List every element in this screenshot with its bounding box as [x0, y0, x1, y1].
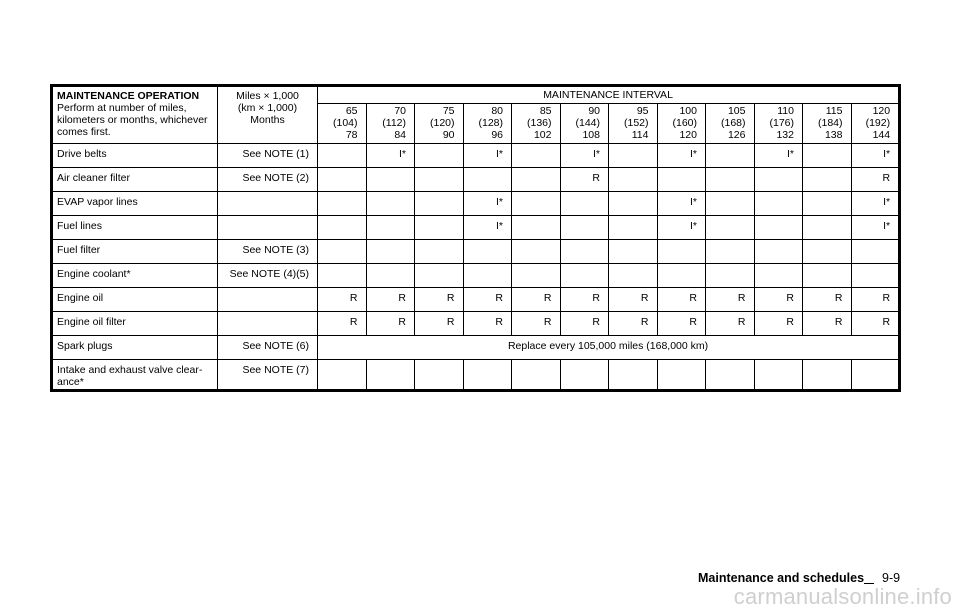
interval-months: 108 — [582, 129, 600, 141]
interval-column-header — [318, 104, 367, 144]
operation-title: MAINTENANCE OPERATION — [57, 90, 200, 102]
schedule-cell — [463, 264, 512, 288]
schedule-cell: R — [560, 288, 609, 312]
interval-km: (168) — [720, 117, 746, 129]
interval-miles: 105 — [727, 105, 746, 117]
watermark: carmanualsonline.info — [733, 584, 952, 609]
maintenance-schedule-table — [50, 84, 901, 392]
schedule-cell: I* — [657, 144, 706, 168]
schedule-body — [52, 86, 900, 391]
schedule-cell — [706, 240, 755, 264]
schedule-cell — [754, 192, 803, 216]
schedule-cell: R — [415, 312, 464, 336]
interval-miles: 90 — [588, 105, 600, 117]
schedule-cell — [706, 144, 755, 168]
table-row — [52, 336, 900, 360]
interval-column-header — [415, 104, 464, 144]
interval-miles: 110 — [777, 105, 794, 117]
schedule-cell: I* — [851, 216, 900, 240]
schedule-cell — [560, 264, 609, 288]
table-row — [52, 288, 900, 312]
schedule-cell: R — [463, 312, 512, 336]
schedule-cell: I* — [463, 144, 512, 168]
interval-miles: 95 — [636, 105, 649, 117]
merged-interval-cell: Replace every 105,000 miles (168,000 km) — [318, 336, 900, 360]
units-km: (km × 1,000) — [237, 102, 298, 114]
schedule-cell — [803, 144, 852, 168]
item-name: Intake and exhaust valve clear-ance* — [52, 360, 218, 391]
schedule-cell — [803, 264, 852, 288]
schedule-cell — [851, 264, 900, 288]
item-note: See NOTE (1) — [218, 144, 318, 168]
schedule-cell — [318, 216, 367, 240]
schedule-cell — [609, 240, 658, 264]
interval-months: 132 — [776, 129, 794, 141]
schedule-cell — [657, 360, 706, 391]
schedule-cell — [463, 240, 512, 264]
interval-km: (160) — [672, 117, 697, 129]
table-row — [52, 192, 900, 216]
table-row — [52, 240, 900, 264]
schedule-cell: R — [754, 288, 803, 312]
item-note: See NOTE (3) — [218, 240, 318, 264]
schedule-cell: I* — [657, 192, 706, 216]
table-row — [52, 216, 900, 240]
interval-miles: 115 — [825, 105, 843, 117]
schedule-cell — [463, 168, 512, 192]
schedule-cell: I* — [851, 192, 900, 216]
interval-km: (104) — [332, 117, 358, 129]
interval-months: 78 — [345, 129, 358, 141]
schedule-cell: R — [463, 288, 512, 312]
schedule-cell: R — [366, 288, 415, 312]
item-name: Drive belts — [52, 144, 218, 168]
schedule-cell — [318, 264, 367, 288]
table-row — [52, 264, 900, 288]
schedule-cell — [851, 360, 900, 391]
schedule-cell — [560, 192, 609, 216]
schedule-cell: R — [560, 312, 609, 336]
schedule-cell: I* — [366, 144, 415, 168]
schedule-cell: I* — [851, 144, 900, 168]
schedule-cell — [657, 264, 706, 288]
interval-months: 90 — [442, 129, 455, 141]
interval-miles: 100 — [679, 105, 697, 117]
operation-description: Perform at number of miles, kilometers or months, whichever comes first. — [57, 102, 208, 138]
schedule-cell: R — [560, 168, 609, 192]
schedule-cell — [318, 240, 367, 264]
schedule-cell — [803, 360, 852, 391]
schedule-cell — [318, 360, 367, 391]
schedule-cell — [512, 192, 561, 216]
schedule-cell — [609, 192, 658, 216]
interval-column-header — [463, 104, 512, 144]
schedule-cell: R — [851, 168, 900, 192]
schedule-cell: R — [803, 312, 852, 336]
schedule-cell — [560, 240, 609, 264]
schedule-cell: R — [851, 312, 900, 336]
interval-km: (136) — [526, 117, 552, 129]
schedule-cell — [512, 216, 561, 240]
schedule-cell — [803, 216, 852, 240]
item-name: Fuel lines — [52, 216, 218, 240]
schedule-cell: R — [318, 312, 367, 336]
interval-miles: 70 — [394, 105, 406, 117]
schedule-cell — [803, 192, 852, 216]
schedule-cell — [512, 144, 561, 168]
schedule-cell — [609, 360, 658, 391]
schedule-cell — [754, 216, 803, 240]
table-row — [52, 360, 900, 391]
interval-column-header — [512, 104, 561, 144]
item-name: Engine oil — [52, 288, 218, 312]
interval-months: 138 — [824, 129, 843, 141]
schedule-cell — [415, 192, 464, 216]
interval-miles: 120 — [872, 105, 891, 117]
interval-header: MAINTENANCE INTERVAL — [318, 86, 900, 104]
schedule-cell: I* — [657, 216, 706, 240]
schedule-cell: R — [415, 288, 464, 312]
schedule-cell: R — [657, 288, 706, 312]
item-note — [218, 216, 318, 240]
interval-miles: 65 — [345, 105, 358, 117]
schedule-cell — [415, 240, 464, 264]
schedule-cell: I* — [560, 144, 609, 168]
schedule-cell — [754, 240, 803, 264]
schedule-cell — [609, 168, 658, 192]
header-row — [52, 86, 900, 104]
interval-miles: 85 — [539, 105, 552, 117]
interval-months: 126 — [727, 129, 746, 141]
schedule-cell — [706, 168, 755, 192]
item-note: See NOTE (2) — [218, 168, 318, 192]
schedule-cell — [560, 216, 609, 240]
item-name: Engine oil filter — [52, 312, 218, 336]
schedule-cell: R — [609, 312, 658, 336]
units-header-cell — [218, 86, 318, 144]
interval-km: (144) — [575, 117, 600, 129]
interval-column-header — [560, 104, 609, 144]
interval-km: (184) — [817, 117, 843, 129]
interval-months: 84 — [394, 129, 406, 141]
item-note — [218, 312, 318, 336]
schedule-cell: I* — [754, 144, 803, 168]
schedule-cell — [366, 192, 415, 216]
schedule-cell — [803, 168, 852, 192]
item-name: EVAP vapor lines — [52, 192, 218, 216]
interval-miles: 80 — [491, 105, 503, 117]
table-row — [52, 312, 900, 336]
schedule-cell — [609, 216, 658, 240]
units-miles: Miles × 1,000 — [236, 90, 299, 102]
item-note: See NOTE (4)(5) — [218, 264, 318, 288]
interval-months: 144 — [872, 129, 891, 141]
interval-months: 96 — [491, 129, 503, 141]
schedule-cell: R — [706, 288, 755, 312]
interval-months: 120 — [679, 129, 697, 141]
table-row — [52, 144, 900, 168]
schedule-cell — [318, 168, 367, 192]
interval-column-header — [609, 104, 658, 144]
units-months: Months — [250, 114, 285, 126]
schedule-cell — [706, 192, 755, 216]
schedule-cell — [754, 264, 803, 288]
schedule-cell — [512, 264, 561, 288]
item-name: Spark plugs — [52, 336, 218, 360]
schedule-cell: I* — [463, 216, 512, 240]
item-note — [218, 288, 318, 312]
schedule-cell: R — [706, 312, 755, 336]
interval-column-header — [366, 104, 415, 144]
schedule-cell — [415, 264, 464, 288]
interval-km: (192) — [865, 117, 891, 129]
schedule-cell — [851, 240, 900, 264]
schedule-cell — [803, 240, 852, 264]
schedule-cell — [318, 192, 367, 216]
schedule-cell — [706, 216, 755, 240]
interval-column-header — [706, 104, 755, 144]
schedule-cell — [609, 144, 658, 168]
item-note — [218, 192, 318, 216]
interval-km: (128) — [478, 117, 503, 129]
item-note: See NOTE (7) — [218, 360, 318, 391]
schedule-cell — [512, 168, 561, 192]
interval-km: (112) — [382, 117, 406, 129]
schedule-cell: R — [803, 288, 852, 312]
schedule-cell: R — [512, 288, 561, 312]
schedule-cell — [415, 144, 464, 168]
schedule-cell: R — [512, 312, 561, 336]
item-name: Air cleaner filter — [52, 168, 218, 192]
schedule-cell — [366, 240, 415, 264]
interval-km: (176) — [769, 117, 794, 129]
schedule-cell — [754, 360, 803, 391]
schedule-cell: R — [609, 288, 658, 312]
section-title: Maintenance and schedules — [698, 571, 865, 585]
schedule-cell: R — [318, 288, 367, 312]
schedule-cell — [706, 360, 755, 391]
interval-column-header — [754, 104, 803, 144]
table-row — [52, 168, 900, 192]
schedule-cell: I* — [463, 192, 512, 216]
schedule-cell — [657, 240, 706, 264]
item-note: See NOTE (6) — [218, 336, 318, 360]
operation-header-cell — [52, 86, 218, 144]
schedule-cell — [366, 360, 415, 391]
interval-column-header — [851, 104, 900, 144]
interval-column-header — [657, 104, 706, 144]
item-name: Fuel filter — [52, 240, 218, 264]
interval-months: 114 — [631, 129, 649, 141]
interval-km: (152) — [623, 117, 649, 129]
schedule-cell: R — [657, 312, 706, 336]
schedule-cell — [415, 168, 464, 192]
schedule-cell — [366, 168, 415, 192]
schedule-cell — [609, 264, 658, 288]
schedule-cell: R — [366, 312, 415, 336]
interval-column-header — [803, 104, 852, 144]
schedule-cell — [512, 360, 561, 391]
schedule-cell — [415, 216, 464, 240]
schedule-cell — [560, 360, 609, 391]
page-number: 9-9 — [882, 571, 901, 585]
schedule-cell — [657, 168, 706, 192]
schedule-cell — [366, 216, 415, 240]
schedule-cell — [706, 264, 755, 288]
schedule-cell — [318, 144, 367, 168]
schedule-cell — [512, 240, 561, 264]
schedule-cell — [754, 168, 803, 192]
interval-months: 102 — [533, 129, 552, 141]
interval-miles: 75 — [442, 105, 455, 117]
item-name: Engine coolant* — [52, 264, 218, 288]
schedule-cell — [463, 360, 512, 391]
interval-km: (120) — [429, 117, 455, 129]
schedule-cell: R — [754, 312, 803, 336]
schedule-cell — [415, 360, 464, 391]
schedule-cell — [366, 264, 415, 288]
schedule-cell: R — [851, 288, 900, 312]
